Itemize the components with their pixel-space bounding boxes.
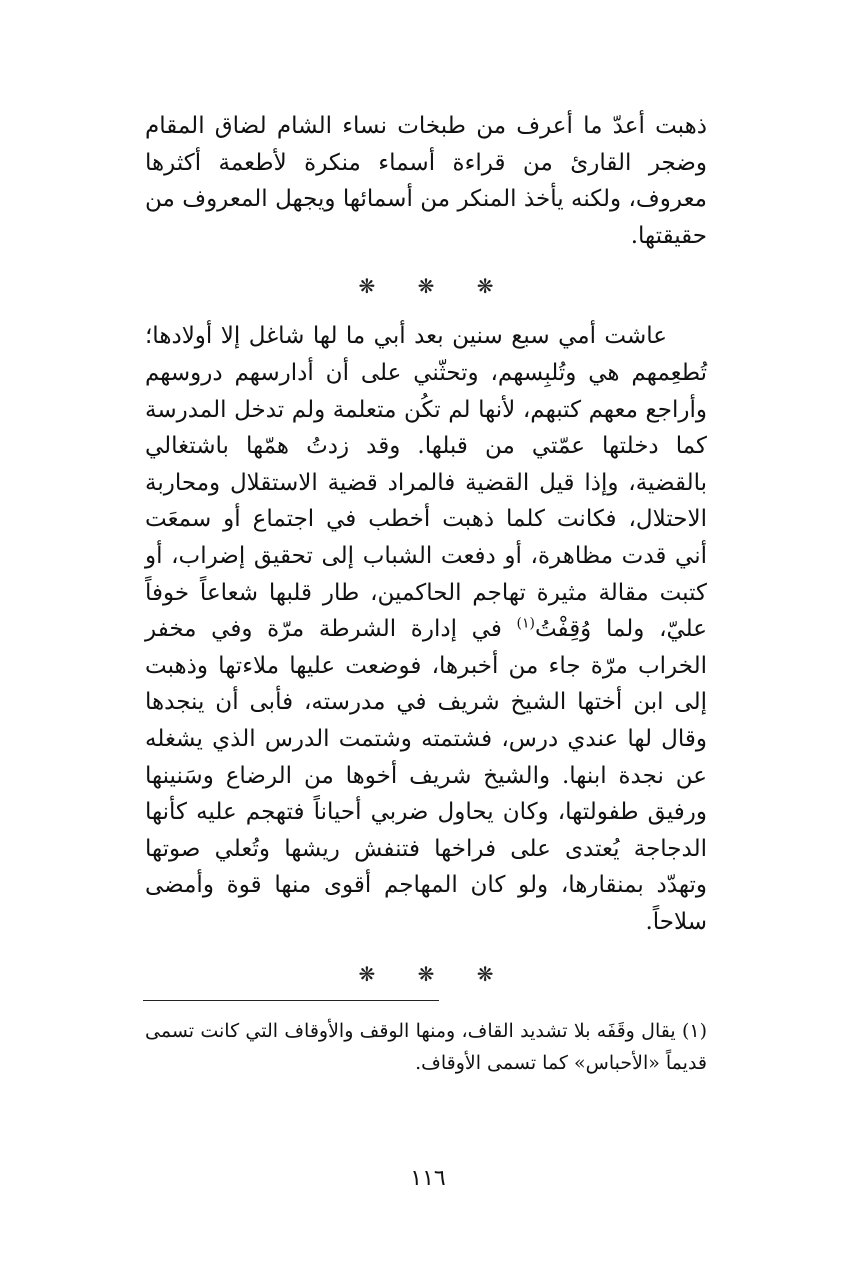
section-separator: ❋ ❋ ❋ (358, 274, 512, 299)
paragraph-top-text: ذهبت أعدّ ما أعرف من طبخات نساء الشام لضاق المقام وضجر القارئ من قراءة أسماء منكرة لأطعمة أكثرها معروف، ولكنه يأخذ المنكر من أسمائها ويجهل المعروف من حقيقتها. (145, 113, 707, 249)
footnote-text: يقال وقَفَه بلا تشديد القاف، ومنها الوقف والأوقاف التي كانت تسمى قديماً «الأحباس» كما تسمى الأوقاف. (145, 1020, 707, 1075)
page-number: ١١٦ (410, 1166, 446, 1191)
page-content (145, 108, 707, 1079)
paragraph-main (145, 318, 707, 940)
footnote-divider (143, 1000, 439, 1001)
section-separator: ❋ ❋ ❋ (358, 962, 512, 987)
footnote-marker: (١) (681, 1020, 707, 1043)
paragraph-main-text (145, 318, 707, 940)
paragraph-top (145, 108, 707, 254)
paragraph-main-text-after-note: في إدارة الشرطة مرّة وفي مخفر الخراب مرّة جاء من أخبرها، فوضعت عليها ملاءتها وذهبت إلى ابن أختها الشيخ شريف في مدرسته، فأبى أن ينجدها وقال لها عندي درس، فشتمته وشتمت الدرس الذي يشغله عن نجدة ابنها. والشيخ شريف أخوها من الرضاع وسَنينها ورفيق طفولتها، وكان يحاول ضربي أحياناً فتهجم عليه كأنها الدجاجة يُعتدى على فراخها فتنفش ريشها وتُعلي صوتها وتهدّد بمنقارها، ولو كان المهاجم أقوى منها قوة وأمضى سلاحاً. (145, 616, 707, 935)
footnote (145, 1015, 707, 1079)
footnote-reference[interactable]: (١) (516, 615, 535, 632)
paragraph-main-text-before-note: عاشت أمي سبع سنين بعد أبي ما لها شاغل إلا أولادها؛ تُطعِمهم هي وتُلبِسهم، وتحثّني على أن أدارسهم دروسهم وأراجع معهم كتبهم، لأنها لم تكُن متعلمة ولم تدخل المدرسة كما دخلتها عمّتي من قبلها. وقد زدتُ همّها باشتغالي بالقضية، وإذا قيل القضية فالمراد قضية الاستقلال ومحاربة الاحتلال، فكانت كلما ذهبت أخطب في اجتماع أو سمعَت أني قدت مظاهرة، أو دفعت الشباب إلى تحقيق إضراب، أو كتبت مقالة مثيرة تهاجم الحاكمين، طار قلبها شعاعاً خوفاً عليّ، ولما وُقِفْتُ (145, 323, 708, 643)
